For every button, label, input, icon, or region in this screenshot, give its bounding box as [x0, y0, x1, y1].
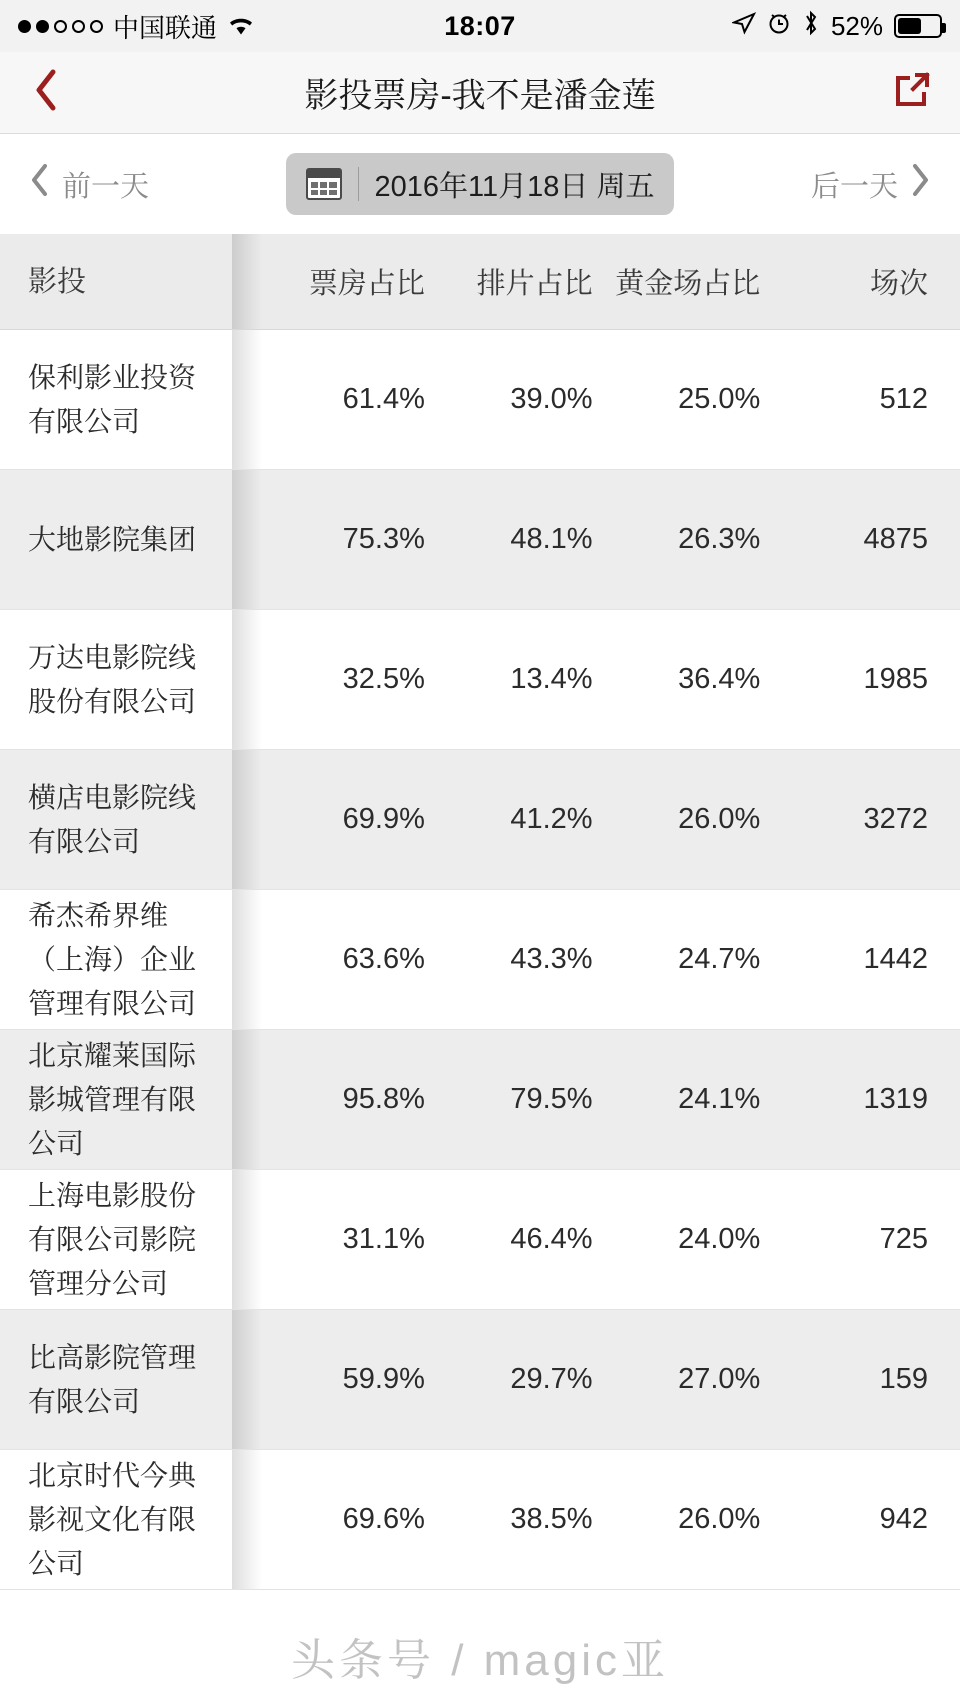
- cell-sessions: 1985: [863, 663, 928, 695]
- next-day-button[interactable]: [811, 163, 930, 205]
- company-name-line: 有限公司影院: [28, 1223, 197, 1255]
- column-shadow: [232, 750, 262, 889]
- row-values: [262, 1170, 960, 1309]
- column-shadow: [232, 330, 262, 469]
- battery-icon: [894, 14, 942, 38]
- company-name-line: 希杰希界维: [28, 899, 169, 931]
- cell-box-office-share: 61.4%: [342, 383, 425, 415]
- table-header-row: [0, 234, 960, 330]
- cell-showtime-share: 13.4%: [510, 663, 593, 695]
- column-shadow: [232, 890, 262, 1029]
- cell-prime-time-share: 24.0%: [678, 1223, 761, 1255]
- cell-company-name: [0, 1310, 232, 1449]
- cell-company-name: [0, 330, 232, 469]
- company-name-line: 比高影院管理: [28, 1341, 197, 1373]
- column-header-name: 影投: [28, 265, 87, 298]
- table-row[interactable]: [0, 470, 960, 610]
- previous-day-label: 前一天: [62, 170, 150, 203]
- cell-showtime-share: 48.1%: [510, 523, 593, 555]
- cell-sessions: 1442: [863, 943, 928, 975]
- row-values: [262, 610, 960, 749]
- cell-sessions: 159: [879, 1363, 928, 1395]
- cell-sessions: 942: [879, 1503, 928, 1535]
- cell-box-office-share: 69.6%: [342, 1503, 425, 1535]
- data-table: [0, 234, 960, 1590]
- date-switcher-bar: [0, 134, 960, 234]
- status-bar: [0, 0, 960, 52]
- selected-date-label: 2016年11月18日 周五: [374, 170, 655, 203]
- table-row[interactable]: [0, 610, 960, 750]
- cell-prime-time-share: 25.0%: [678, 383, 761, 415]
- column-shadow: [232, 610, 262, 749]
- carrier-label: 中国联通: [113, 12, 218, 43]
- table-row[interactable]: [0, 1450, 960, 1590]
- cell-box-office-share: 95.8%: [342, 1083, 425, 1115]
- company-name-line: 上海电影股份: [28, 1179, 197, 1211]
- row-values: [262, 330, 960, 469]
- company-name-line: 管理分公司: [28, 1267, 169, 1299]
- table-row[interactable]: [0, 1170, 960, 1310]
- cell-showtime-share: 46.4%: [510, 1223, 593, 1255]
- navigation-bar: [0, 52, 960, 134]
- cell-showtime-share: 79.5%: [510, 1083, 593, 1115]
- cell-company-name: [0, 750, 232, 889]
- company-name-line: 股份有限公司: [28, 685, 197, 717]
- cell-sessions: 4875: [863, 523, 928, 555]
- cell-showtime-share: 38.5%: [510, 1503, 593, 1535]
- battery-percent-label: 52%: [830, 10, 883, 41]
- chevron-left-icon: [30, 163, 50, 205]
- calendar-icon: [306, 168, 342, 200]
- company-name-line: 有限公司: [28, 1385, 141, 1417]
- page-title: 影投票房-我不是潘金莲: [304, 77, 656, 115]
- column-shadow: [232, 1450, 262, 1589]
- cell-company-name: [0, 890, 232, 1029]
- cell-company-name: [0, 1170, 232, 1309]
- column-shadow: [232, 1170, 262, 1309]
- cell-prime-time-share: 24.7%: [678, 943, 761, 975]
- company-name-line: 横店电影院线: [28, 781, 197, 813]
- column-shadow: [232, 1310, 262, 1449]
- table-row[interactable]: [0, 330, 960, 470]
- cell-showtime-share: 39.0%: [510, 383, 593, 415]
- cell-company-name: [0, 470, 232, 609]
- cell-sessions: 1319: [863, 1083, 928, 1115]
- column-header-sessions: 场次: [869, 268, 928, 300]
- company-name-line: 大地影院集团: [28, 523, 197, 555]
- company-name-line: 公司: [28, 1547, 85, 1579]
- table-row[interactable]: [0, 750, 960, 890]
- row-values: [262, 1450, 960, 1589]
- column-shadow: [232, 470, 262, 609]
- cell-box-office-share: 63.6%: [342, 943, 425, 975]
- table-body: [0, 330, 960, 1590]
- company-name-line: 管理有限公司: [28, 987, 197, 1019]
- cell-sessions: 512: [879, 383, 928, 415]
- status-bar-clock: 18:07: [444, 10, 516, 41]
- cell-sessions: 3272: [863, 803, 928, 835]
- table-row[interactable]: [0, 1310, 960, 1450]
- previous-day-button[interactable]: [30, 163, 149, 205]
- cell-company-name: [0, 1030, 232, 1169]
- chevron-right-icon: [910, 163, 930, 205]
- row-values: [262, 470, 960, 609]
- divider: [358, 167, 359, 201]
- table-row[interactable]: [0, 890, 960, 1030]
- cell-prime-time-share: 24.1%: [678, 1083, 761, 1115]
- company-name-line: 影城管理有限: [28, 1083, 197, 1115]
- company-name-line: 保利影业投资: [28, 361, 197, 393]
- column-header-showtime-share: 排片占比: [476, 268, 593, 300]
- cell-company-name: [0, 1450, 232, 1589]
- company-name-line: 有限公司: [28, 825, 141, 857]
- watermark-label: 头条号 / magic亚: [290, 1636, 670, 1685]
- company-name-line: 有限公司: [28, 405, 141, 437]
- column-shadow: [232, 1030, 262, 1169]
- company-name-line: 影视文化有限: [28, 1503, 197, 1535]
- row-values: [262, 1030, 960, 1169]
- table-row[interactable]: [0, 1030, 960, 1170]
- company-name-line: 公司: [28, 1127, 85, 1159]
- cell-showtime-share: 41.2%: [510, 803, 593, 835]
- cell-prime-time-share: 26.3%: [678, 523, 761, 555]
- cell-box-office-share: 32.5%: [342, 663, 425, 695]
- row-values: [262, 1310, 960, 1449]
- cell-box-office-share: 31.1%: [342, 1223, 425, 1255]
- cell-box-office-share: 69.9%: [342, 803, 425, 835]
- company-name-line: 万达电影院线: [28, 641, 197, 673]
- cell-box-office-share: 59.9%: [342, 1363, 425, 1395]
- next-day-label: 后一天: [810, 170, 898, 203]
- cell-prime-time-share: 26.0%: [678, 803, 761, 835]
- company-name-line: （上海）企业: [28, 943, 197, 975]
- date-picker-button[interactable]: [286, 153, 675, 215]
- column-header-prime-time-share: 黄金场占比: [615, 268, 761, 300]
- cell-sessions: 725: [879, 1223, 928, 1255]
- cell-company-name: [0, 610, 232, 749]
- company-name-line: 北京耀莱国际: [28, 1039, 197, 1071]
- cell-prime-time-share: 27.0%: [678, 1363, 761, 1395]
- cell-prime-time-share: 36.4%: [678, 663, 761, 695]
- cell-showtime-share: 29.7%: [510, 1363, 593, 1395]
- cell-prime-time-share: 26.0%: [678, 1503, 761, 1535]
- header-cells: [262, 234, 960, 329]
- cell-showtime-share: 43.3%: [510, 943, 593, 975]
- column-header-box-office-share: 票房占比: [308, 268, 425, 300]
- company-name-line: 北京时代今典: [28, 1459, 197, 1491]
- column-shadow: [232, 234, 262, 329]
- cell-box-office-share: 75.3%: [342, 523, 425, 555]
- row-values: [262, 750, 960, 889]
- row-values: [262, 890, 960, 1029]
